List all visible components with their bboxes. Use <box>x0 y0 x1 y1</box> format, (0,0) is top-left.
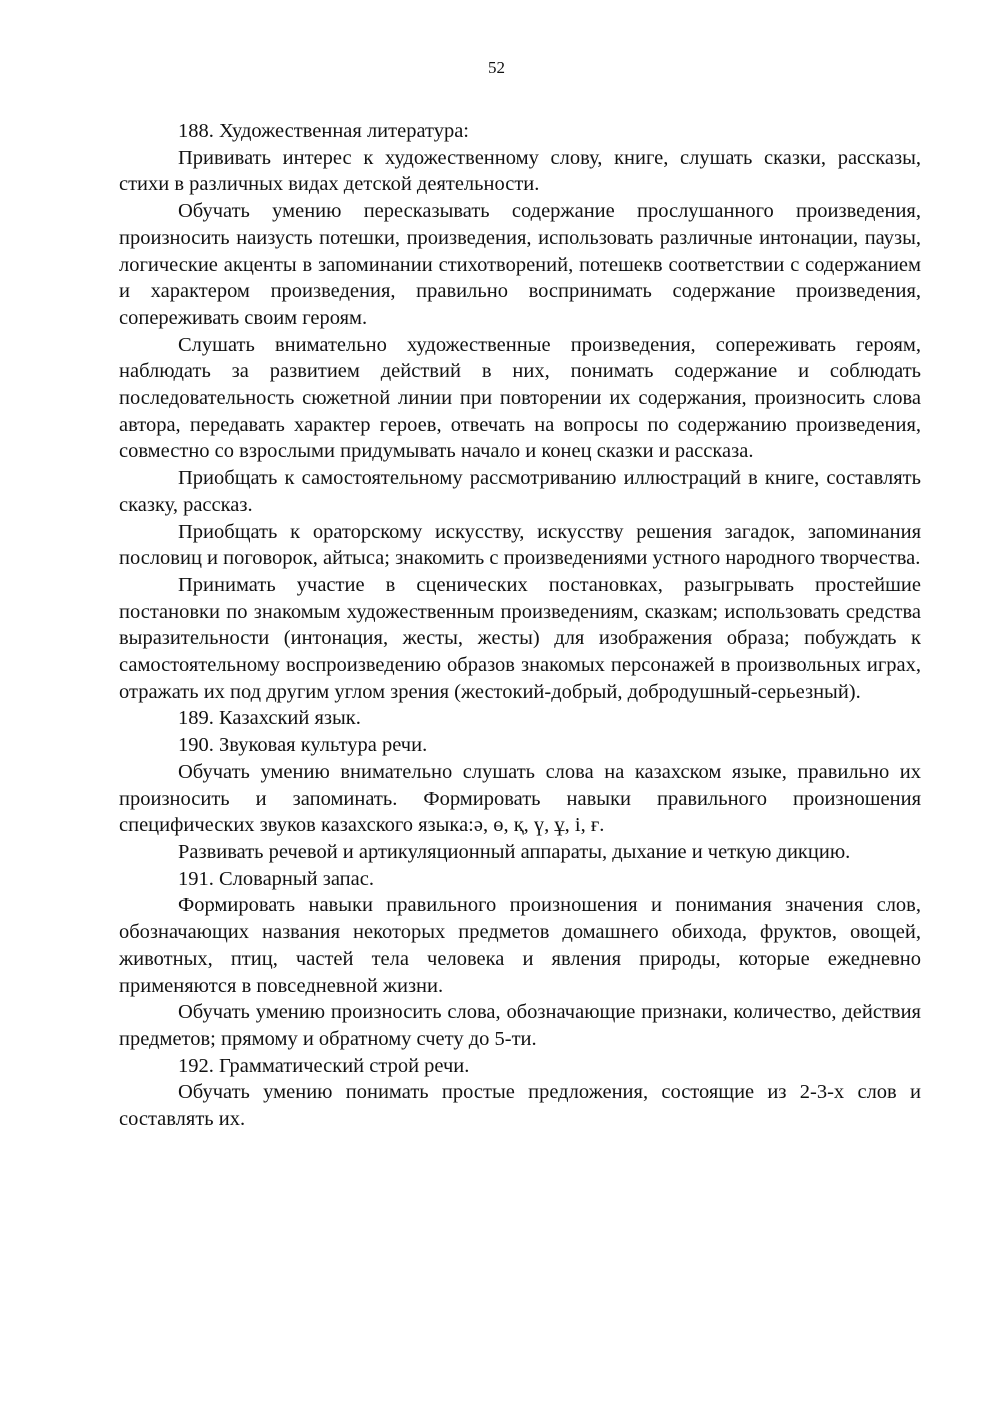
paragraph: Прививать интерес к художественному слову, книге, слушать сказки, рассказы, стихи в различных видах детской деятельности. <box>119 146 921 196</box>
paragraph: Слушать внимательно художественные произведения, сопереживать героям, наблюдать за развитием действий в них, понимать содержание и соблюдать последовательность сюжетной линии при повторении их содержания, произносить слова автора, передавать характер героев, отвечать на вопросы по содержанию произведения, совместно со взрослыми придумывать начало и конец сказки и рассказа. <box>119 333 921 463</box>
paragraph: Обучать умению внимательно слушать слова на казахском языке, правильно их произносить и запоминать. Формировать навыки правильного произношения специфических звуков казахского языка:ә, ө, қ, ү, ұ, і, ғ. <box>119 760 921 837</box>
paragraph: Развивать речевой и артикуляционный аппараты, дыхание и четкую дикцию. <box>178 840 851 863</box>
paragraph: Обучать умению пересказывать содержание прослушанного произведения, произносить наизусть потешки, произведения, использовать различные интонации, паузы, логические акценты в запоминании стихотворений, потешекв соответствии с содержанием и характером произведения, правильно воспринимать содержание произведения, сопереживать своим героям. <box>119 200 921 329</box>
section-heading-191: 191. Словарный запас. <box>178 867 374 890</box>
paragraph: Формировать навыки правильного произношения и понимания значения слов, обозначающих названия некоторых предметов домашнего обихода, фруктов, овощей, животных, птиц, частей тела человека и явления природы, которые ежедневно применяются в повседневной жизни. <box>119 894 921 997</box>
paragraph: Обучать умению понимать простые предложения, состоящие из 2-3-х слов и составлять их. <box>119 1081 921 1131</box>
page-number: 52 <box>488 58 505 77</box>
section-heading-188: 188. Художественная литература: <box>178 120 470 142</box>
section-heading-190: 190. Звуковая культура речи. <box>178 734 428 757</box>
page-content <box>119 118 921 1133</box>
paragraph: Приобщать к самостоятельному рассмотриванию иллюстраций в книге, составлять сказку, рассказ. <box>119 467 921 516</box>
paragraph: Принимать участие в сценических постановках, разыгрывать простейшие постановки по знакомым художественным произведениям, сказкам; использовать средства выразительности (интонация, жесты, жесты) для изображения образа; побуждать к самостоятельному воспроизведению образов знакомых персонажей в произвольных играх, отражать их под другим углом зрения (жестокий-добрый, добродушный-серьезный). <box>119 573 921 703</box>
section-heading-189: 189. Казахский язык. <box>178 707 361 730</box>
section-heading-192: 192. Грамматический строй речи. <box>178 1054 470 1077</box>
paragraph: Приобщать к ораторскому искусству, искусству решения загадок, запоминания пословиц и поговорок, айтыса; знакомить с произведениями устного народного творчества. <box>119 520 921 570</box>
paragraph: Обучать умению произносить слова, обозначающие признаки, количество, действия предметов; прямому и обратному счету до 5-ти. <box>119 1001 921 1050</box>
